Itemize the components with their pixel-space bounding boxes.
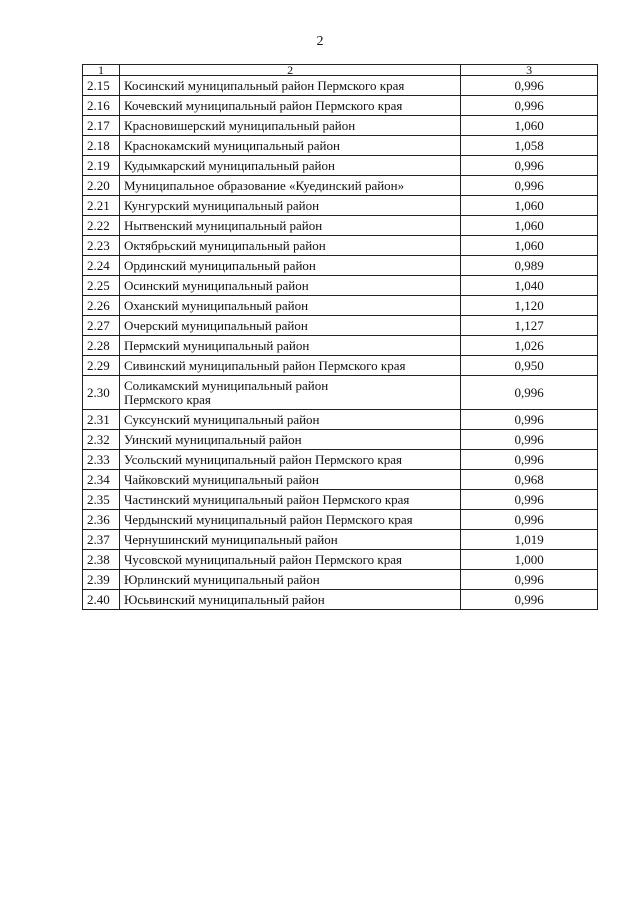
district-name: Сивинский муниципальный район Пермского края: [119, 356, 460, 376]
column-header-3: 3: [461, 65, 598, 76]
row-number: 2.22: [83, 216, 120, 236]
district-name: Кунгурский муниципальный район: [119, 196, 460, 216]
district-name: Чердынский муниципальный район Пермского края: [119, 510, 460, 530]
district-name: Осинский муниципальный район: [119, 276, 460, 296]
table-row: [83, 430, 598, 450]
table-row: [83, 356, 598, 376]
coefficient-value: 0,996: [461, 176, 598, 196]
coefficient-value: 0,950: [461, 356, 598, 376]
row-number: 2.16: [83, 96, 120, 116]
table-row: [83, 116, 598, 136]
district-name-line-2: Пермского края: [123, 391, 211, 407]
column-header-2: 2: [119, 65, 460, 76]
district-name: Пермский муниципальный район: [119, 336, 460, 356]
row-number: 2.28: [83, 336, 120, 356]
coefficient-value: 0,996: [461, 76, 598, 96]
row-number: 2.21: [83, 196, 120, 216]
coefficient-value: 1,040: [461, 276, 598, 296]
row-number: 2.26: [83, 296, 120, 316]
row-number: 2.30: [83, 376, 120, 410]
coefficient-value: 1,058: [461, 136, 598, 156]
row-number: 2.29: [83, 356, 120, 376]
coefficient-value: 0,996: [461, 410, 598, 430]
table-row: [83, 570, 598, 590]
table-header-row: [83, 65, 598, 76]
table-row: [83, 530, 598, 550]
coefficient-value: 1,000: [461, 550, 598, 570]
table-row: [83, 450, 598, 470]
table-row: [83, 96, 598, 116]
table-row: [83, 296, 598, 316]
row-number: 2.37: [83, 530, 120, 550]
row-number: 2.17: [83, 116, 120, 136]
table-row: [83, 216, 598, 236]
table-row: [83, 136, 598, 156]
table-row: [83, 550, 598, 570]
row-number: 2.24: [83, 256, 120, 276]
district-name: Октябрьский муниципальный район: [119, 236, 460, 256]
district-name: Косинский муниципальный район Пермского края: [119, 76, 460, 96]
coefficient-value: 0,996: [461, 96, 598, 116]
table-row: [83, 590, 598, 610]
row-number: 2.40: [83, 590, 120, 610]
district-name: Ординский муниципальный район: [119, 256, 460, 276]
district-name: Юсьвинский муниципальный район: [119, 590, 460, 610]
district-name: Чернушинский муниципальный район: [119, 530, 460, 550]
row-number: 2.27: [83, 316, 120, 336]
district-name: Краснокамский муниципальный район: [119, 136, 460, 156]
coefficient-value: 0,989: [461, 256, 598, 276]
table-row: [83, 490, 598, 510]
table-row: [83, 76, 598, 96]
row-number: 2.34: [83, 470, 120, 490]
district-name: Усольский муниципальный район Пермского края: [119, 450, 460, 470]
coefficient-value: 0,996: [461, 156, 598, 176]
district-name: Очерский муниципальный район: [119, 316, 460, 336]
row-number: 2.19: [83, 156, 120, 176]
district-name: Юрлинский муниципальный район: [119, 570, 460, 590]
district-name: Чайковский муниципальный район: [119, 470, 460, 490]
row-number: 2.31: [83, 410, 120, 430]
district-name: Уинский муниципальный район: [119, 430, 460, 450]
row-number: 2.23: [83, 236, 120, 256]
row-number: 2.15: [83, 76, 120, 96]
district-name: Муниципальное образование «Куединский район»: [119, 176, 460, 196]
table-row: [83, 156, 598, 176]
table-row: [83, 410, 598, 430]
table-row: [83, 176, 598, 196]
page-number: 2: [316, 34, 324, 49]
table-row: [83, 316, 598, 336]
coefficient-value: 1,026: [461, 336, 598, 356]
coefficient-value: 1,060: [461, 216, 598, 236]
row-number: 2.25: [83, 276, 120, 296]
coefficient-value: 0,996: [461, 570, 598, 590]
row-number: 2.36: [83, 510, 120, 530]
coefficient-value: 1,060: [461, 196, 598, 216]
row-number: 2.33: [83, 450, 120, 470]
coefficient-value: 1,019: [461, 530, 598, 550]
row-number: 2.39: [83, 570, 120, 590]
table-row: [83, 336, 598, 356]
table-row: [83, 510, 598, 530]
table-row: [83, 376, 598, 410]
coefficient-value: 1,120: [461, 296, 598, 316]
column-header-1: 1: [83, 65, 120, 76]
coefficient-value: 0,996: [461, 590, 598, 610]
district-name: Оханский муниципальный район: [119, 296, 460, 316]
row-number: 2.35: [83, 490, 120, 510]
coefficients-table: [82, 64, 598, 610]
coefficient-value: 1,127: [461, 316, 598, 336]
district-name-line-1: Соликамский муниципальный район: [123, 377, 329, 393]
coefficient-value: 0,996: [461, 430, 598, 450]
table-row: [83, 236, 598, 256]
table-row: [83, 470, 598, 490]
row-number: 2.20: [83, 176, 120, 196]
coefficient-value: 0,996: [461, 450, 598, 470]
coefficient-value: 0,996: [461, 490, 598, 510]
table-row: [83, 196, 598, 216]
coefficient-value: 0,996: [461, 376, 598, 410]
coefficient-value: 1,060: [461, 236, 598, 256]
coefficient-value: 0,968: [461, 470, 598, 490]
district-name: [119, 376, 460, 410]
district-name: Кудымкарский муниципальный район: [119, 156, 460, 176]
district-name: Суксунский муниципальный район: [119, 410, 460, 430]
row-number: 2.32: [83, 430, 120, 450]
district-name: Чусовской муниципальный район Пермского края: [119, 550, 460, 570]
district-name: Нытвенский муниципальный район: [119, 216, 460, 236]
row-number: 2.38: [83, 550, 120, 570]
coefficient-value: 1,060: [461, 116, 598, 136]
district-name: Кочевский муниципальный район Пермского края: [119, 96, 460, 116]
table-row: [83, 256, 598, 276]
district-name: Красновишерский муниципальный район: [119, 116, 460, 136]
table-row: [83, 276, 598, 296]
row-number: 2.18: [83, 136, 120, 156]
district-name: Частинский муниципальный район Пермского края: [119, 490, 460, 510]
coefficient-value: 0,996: [461, 510, 598, 530]
